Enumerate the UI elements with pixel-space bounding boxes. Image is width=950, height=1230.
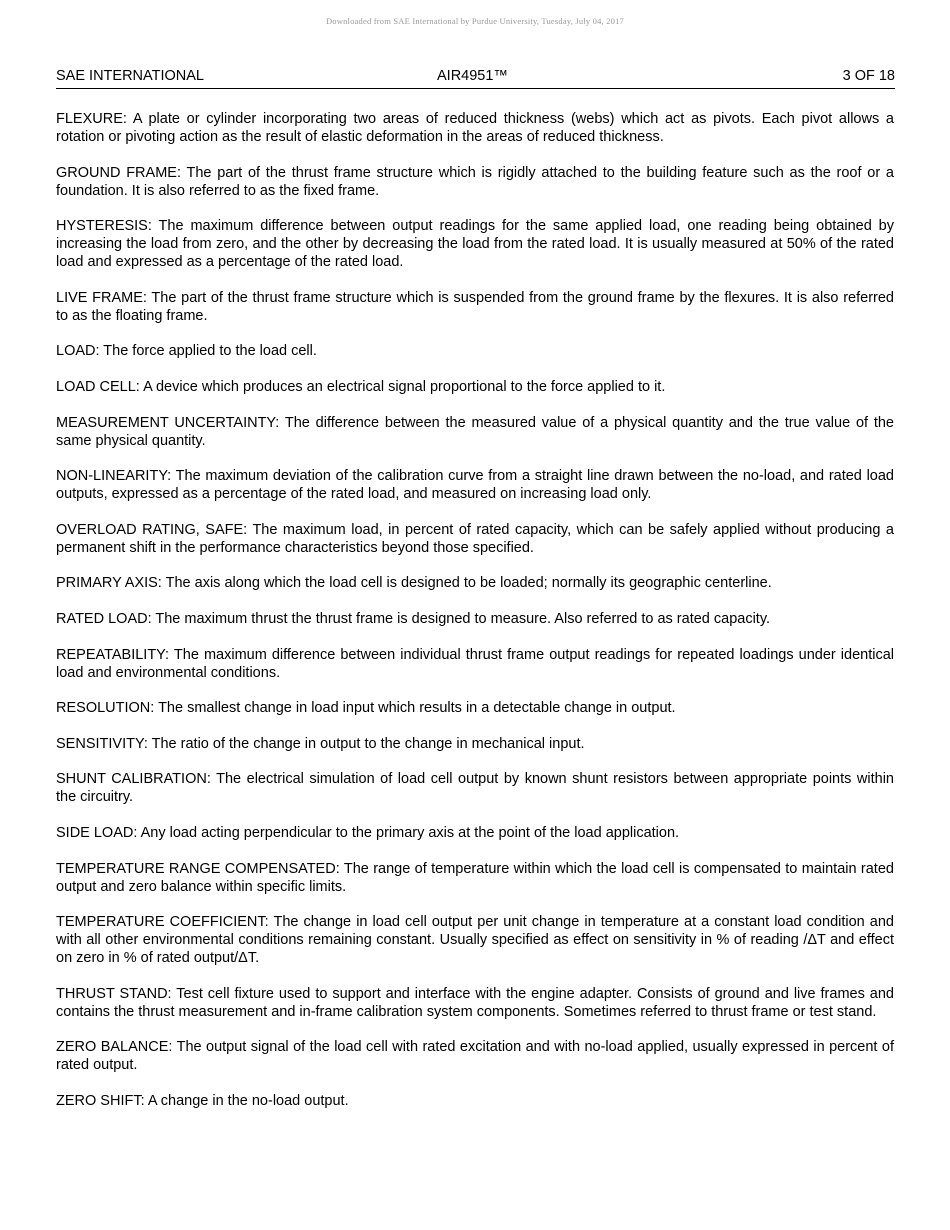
definition-text: Any load acting perpendicular to the primary axis at the point of the load application. [140,824,680,841]
header-rule [56,88,895,89]
definition-primary-axis [56,574,894,592]
definition-term: SENSITIVITY: [56,735,148,752]
definition-term: PRIMARY AXIS: [56,575,162,592]
definition-text: The maximum deviation of the calibration curve from a straight line drawn between the no-load, and rated load outputs, expressed as a percentage of the rated load, and measured on increasing load only. [56,468,894,503]
definition-term: RATED LOAD: [56,610,152,627]
definition-text: The part of the thrust frame structure which is rigidly attached to the building feature such as the roof or a foundation. It is also referred to as the fixed frame. [56,164,894,199]
definition-term: LOAD: [56,343,100,360]
definition-sensitivity [56,735,894,753]
definition-overload-rating-safe [56,521,894,557]
definition-text: The electrical simulation of load cell output by known shunt resistors between appropriate points within the circuitry. [56,771,894,806]
definition-text: The maximum difference between output readings for the same applied load, one reading being obtained by increasing the load from zero, and the other by decreasing the load from the rated load. It is usually measured at 50% of the rated load and expressed as a percentage of the rated load. [56,218,894,271]
definition-ground-frame [56,164,894,200]
definition-measurement-uncertainty [56,414,894,450]
definition-term: RESOLUTION: [56,700,155,717]
definition-text: The maximum thrust the thrust frame is designed to measure. Also referred to as rated capacity. [155,610,771,627]
definition-text: The difference between the measured value of a physical quantity and the true value of the same physical quantity. [56,414,894,449]
definition-zero-balance [56,1038,894,1074]
definition-term: TEMPERATURE RANGE COMPENSATED: [56,860,340,877]
definition-thrust-stand [56,985,894,1021]
definition-repeatability [56,646,894,682]
definition-term: THRUST STAND: [56,985,172,1002]
definition-term: ZERO BALANCE: [56,1039,173,1056]
definition-term: ZERO SHIFT: [56,1092,145,1109]
definition-temperature-coefficient [56,913,894,967]
definition-term: LIVE FRAME: [56,289,147,306]
definition-non-linearity [56,467,894,503]
definition-term: SHUNT CALIBRATION: [56,771,211,788]
definition-text: The maximum load, in percent of rated capacity, which can be safely applied without producing a permanent shift in the performance characteristics beyond those specified. [56,521,894,556]
definition-shunt-calibration [56,770,894,806]
header-organization: SAE INTERNATIONAL [56,68,204,84]
definition-resolution [56,699,894,717]
definition-text: The maximum difference between individual thrust frame output readings for repeated loadings under identical load and environmental conditions. [56,646,894,681]
definition-text: The force applied to the load cell. [103,343,317,360]
definition-text: The range of temperature within which the load cell is compensated to maintain rated output and zero balance within specific limits. [56,860,894,895]
definition-text: A plate or cylinder incorporating two areas of reduced thickness (webs) which act as pivots. Each pivot allows a rotation or pivoting action as the result of elastic deformation in the areas of reduced thickness. [56,111,894,145]
definition-temperature-range-compensated [56,860,894,896]
definition-text: A change in the no-load output. [147,1092,349,1109]
definition-term: NON-LINEARITY: [56,468,172,485]
header-page-number: 3 OF 18 [842,68,895,84]
definition-text: The ratio of the change in output to the change in mechanical input. [151,735,585,752]
definition-flexure [56,110,894,146]
definition-load-cell [56,378,894,396]
download-watermark: Downloaded from SAE International by Purdue University, Tuesday, July 04, 2017 [325,16,625,26]
definition-term: GROUND FRAME: [56,164,181,181]
definition-text: The part of the thrust frame structure which is suspended from the ground frame by the flexures. It is also referred to as the floating frame. [56,289,894,324]
header-document-id: AIR4951™ [437,68,508,84]
definition-text: The output signal of the load cell with rated excitation and with no-load applied, usually expressed in percent of rated output. [56,1039,894,1074]
definition-text: The smallest change in load input which results in a detectable change in output. [158,700,676,717]
definition-term: OVERLOAD RATING, SAFE: [56,521,248,538]
definition-text: A device which produces an electrical signal proportional to the force applied to it. [143,378,666,395]
definitions-list [56,110,894,1127]
definition-text: The change in load cell output per unit change in temperature at a constant load condition and with all other environmental conditions remaining constant. Usually specified as effect on sensitivity in % of reading /ΔT and effect on zero in % of rated output/ΔT. [56,914,894,967]
definition-term: TEMPERATURE COEFFICIENT: [56,914,269,931]
definition-side-load [56,824,894,842]
definition-term: HYSTERESIS: [56,218,152,235]
definition-text: The axis along which the load cell is designed to be loaded; normally its geographic centerline. [165,575,772,592]
page-header [56,67,895,85]
definition-text: Test cell fixture used to support and interface with the engine adapter. Consists of ground and live frames and contains the thrust measurement and in-frame calibration system components. Sometimes referred to thrust frame or test stand. [56,985,894,1020]
definition-zero-shift [56,1092,894,1110]
definition-term: LOAD CELL: [56,378,140,395]
definition-live-frame [56,289,894,325]
definition-term: MEASUREMENT UNCERTAINTY: [56,414,280,431]
definition-rated-load [56,610,894,628]
definition-hysteresis [56,217,894,271]
definition-load [56,342,894,360]
definition-term: FLEXURE: [56,111,127,127]
definition-term: REPEATABILITY: [56,646,170,663]
definition-term: SIDE LOAD: [56,824,138,841]
